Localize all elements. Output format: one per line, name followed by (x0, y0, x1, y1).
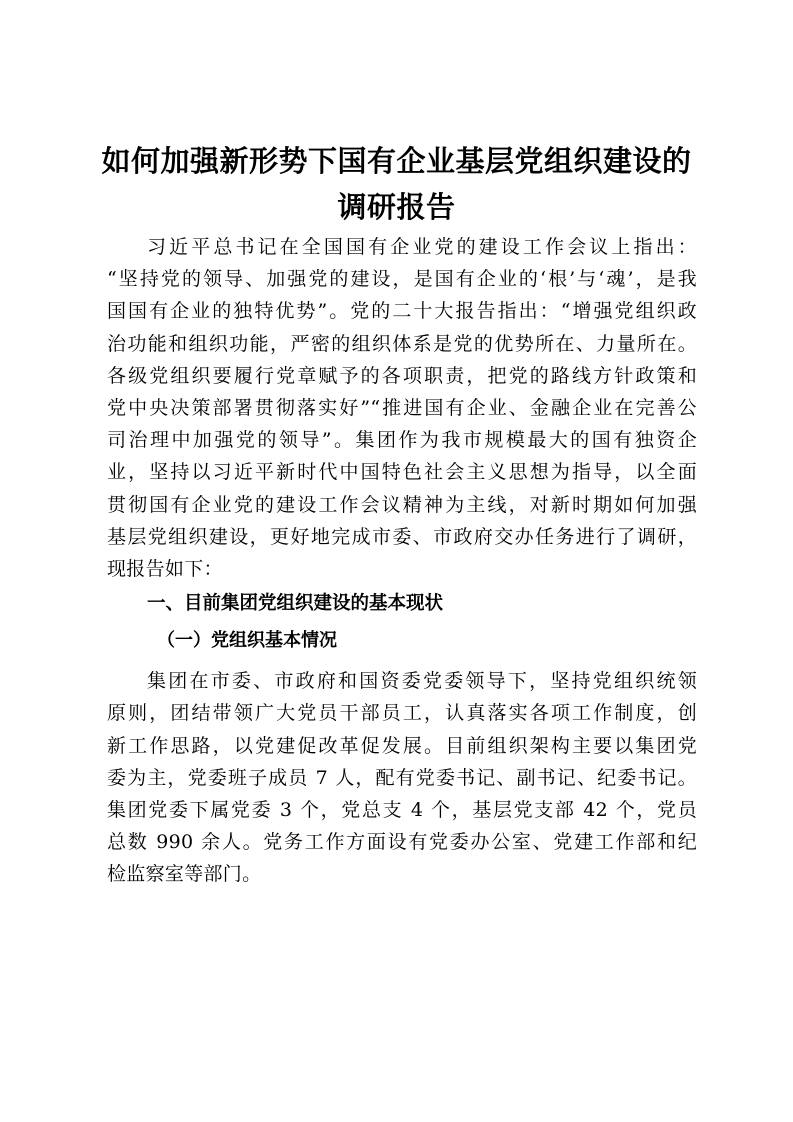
paragraph-line: “坚持党的领导、加强党的建设，是国有企业的‘根’与‘魂’，是我 (107, 268, 697, 291)
paragraph-line: 贯彻国有企业党的建设工作会议精神为主线，对新时期如何加强 (107, 493, 697, 516)
paragraph-line: 集团党委下属党委 3 个，党总支 4 个，基层党支部 42 个，党员 (107, 799, 697, 822)
paragraph-line: 委为主，党委班子成员 7 人，配有党委书记、副书记、纪委书记。 (107, 766, 697, 789)
paragraph-line: 国国有企业的独特优势”。党的二十大报告指出：“增强党组织政 (107, 300, 697, 323)
paragraph-line: 现报告如下： (107, 558, 223, 581)
section-heading-1: 一、目前集团党组织建设的基本现状 (147, 593, 444, 615)
paragraph-line: 习近平总书记在全国国有企业党的建设工作会议上指出： (147, 236, 697, 258)
paragraph-line: 司治理中加强党的领导”。集团作为我市规模最大的国有独资企 (107, 429, 697, 452)
title-line-2: 调研报告 (337, 190, 456, 224)
paragraph-line: 新工作思路，以党建促改革促发展。目前组织架构主要以集团党 (107, 734, 697, 757)
paragraph-line: 党中央决策部署贯彻落实好”“推进国有企业、金融企业在完善公 (107, 397, 697, 420)
status-paragraph (107, 665, 697, 890)
document-title (90, 138, 703, 230)
paragraph-line: 各级党组织要履行党章赋予的各项职责，把党的路线方针政策和 (107, 364, 697, 387)
paragraph-line: 检监察室等部门。 (107, 863, 262, 886)
title-line-1: 如何加强新形势下国有企业基层党组织建设的 (101, 144, 692, 178)
paragraph-line: 治功能和组织功能，严密的组织体系是党的优势所在、力量所在。 (107, 332, 697, 355)
document-body (107, 231, 697, 891)
intro-paragraph (107, 231, 697, 585)
paragraph-line: 集团在市委、市政府和国资委党委领导下，坚持党组织统领 (147, 670, 697, 693)
paragraph-line: 总数 990 余人。党务工作方面设有党委办公室、党建工作部和纪 (107, 831, 697, 854)
paragraph-line: 原则，团结带领广大党员干部员工，认真落实各项工作制度，创 (107, 702, 697, 725)
paragraph-line: 业，坚持以习近平新时代中国特色社会主义思想为指导，以全面 (107, 461, 697, 484)
subsection-heading-1: （一）党组织基本情况 (157, 630, 337, 652)
paragraph-line: 基层党组织建设，更好地完成市委、市政府交办任务进行了调研， (107, 525, 697, 548)
